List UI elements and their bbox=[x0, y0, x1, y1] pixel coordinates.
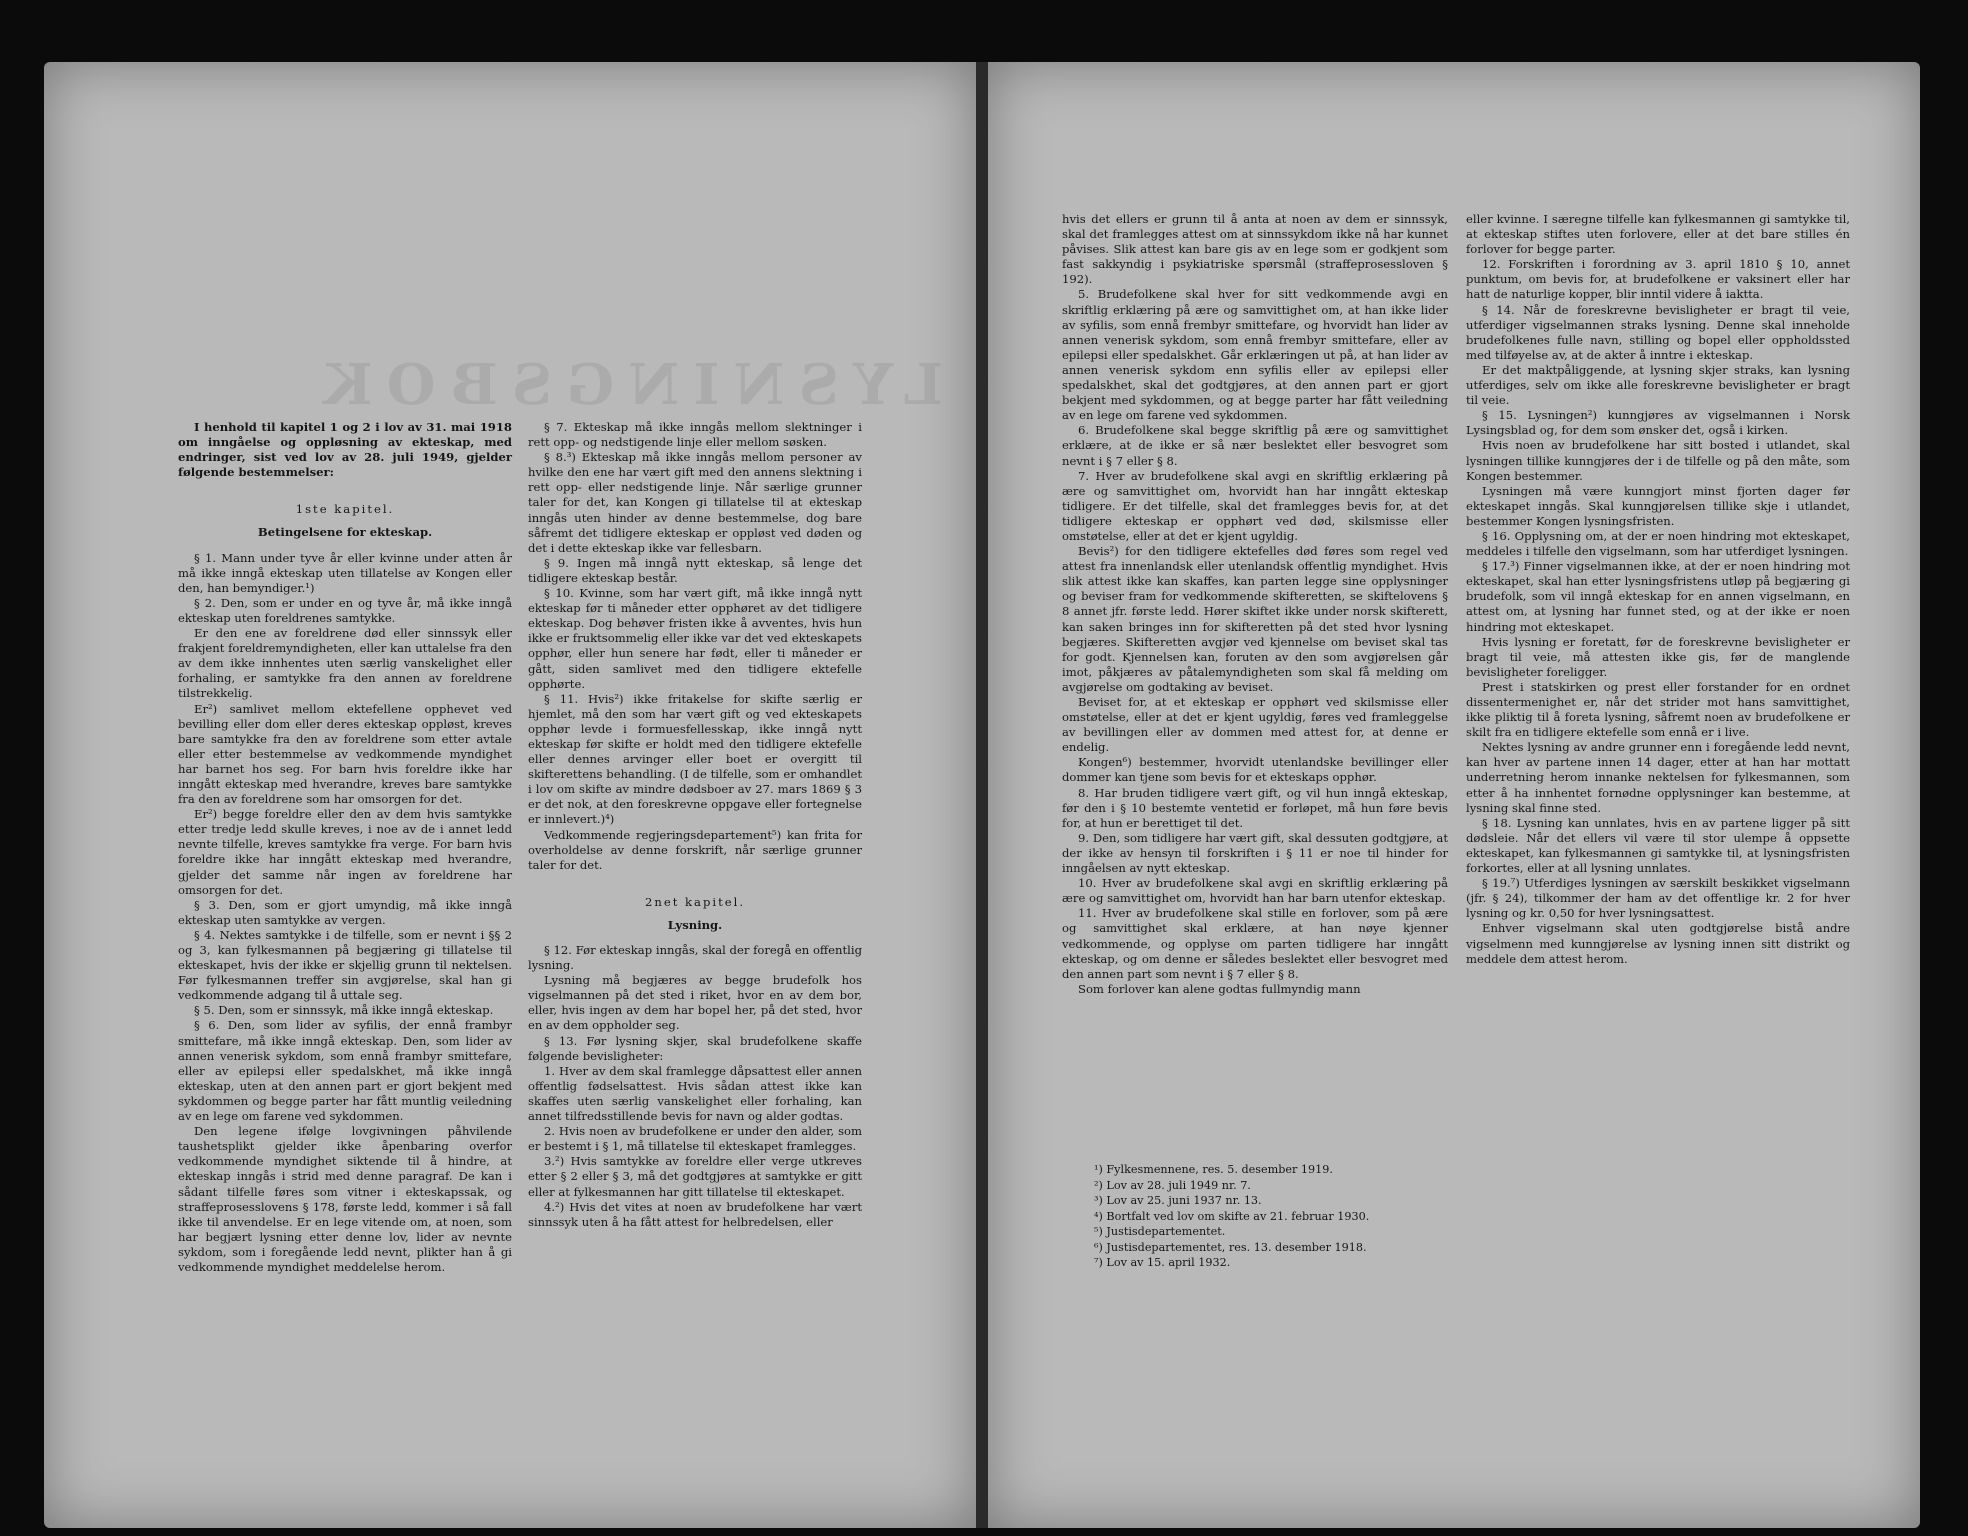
paragraph: § 19.⁷) Utferdiges lysningen av særskilt beskikket vigselmann (jfr. § 24), tilkommer der ham av det offentlige kr. 2 for hver lysning og kr. 0,50 for hver lysningsattest. bbox=[1466, 876, 1850, 921]
paragraph: 9. Den, som tidligere har vært gift, skal dessuten godtgjøre, at der ikke av hensyn til forskriften i § 11 er noe til hinder for inngåelsen av nytt ekteskap. bbox=[1062, 830, 1448, 876]
right-column-2 bbox=[1466, 212, 1850, 967]
chapter-title: Betingelsene for ekteskap. bbox=[257, 525, 433, 540]
paragraph: Den legene ifølge lovgivningen påhvilende taushetsplikt gjelder ikke åpenbaring overfor vedkommende myndighet siktende til å hindre, at ekteskap inngås i strid med denne paragraf. De kan i sådant tilfelle føres som vitner i ekteskapssak, og straffeprosesslovens § 178, første ledd, kommer i så fall ikke til anvendelse. Er en lege vitende om, at noen, som har begjært lysning etter denne lov, lider av nevnte sykdom, som i foregående ledd nevnt, plikter han å gi vedkommende myndighet meddelelse herom. bbox=[178, 1124, 512, 1274]
paragraph: § 7. Ekteskap må ikke inngås mellom slektninger i rett opp- og nedstigende linje eller mellom søsken. bbox=[528, 420, 862, 450]
paragraph: 5. Brudefolkene skal hver for sitt vedkommende avgi en skriftlig erklæring på ære og samvittighet om, at han ikke lider av syfilis, som ennå frembyr smittefare, og hvorvidt han lider av annen venerisk sykdom, som ennå frembyr smittefare, eller av epilepsi eller spedalskhet. Går erklæringen ut på, at han lider av annen venerisk sykdom enn syfilis eller av epilepsi eller spedalskhet, skal det godtgjøres, at den annen part er gjort bekjent med sykdommen, og at begge parter har fått veiledning av en lege om farene ved sykdommen. bbox=[1062, 287, 1448, 423]
paragraph: § 3. Den, som er gjort umyndig, må ikke inngå ekteskap uten samtykke av vergen. bbox=[178, 897, 512, 927]
paragraph: hvis det ellers er grunn til å anta at noen av dem er sinnssyk, skal det framlegges attest om at sinnssykdom ikke nå har kunnet påvises. Slik attest kan bare gis av en lege som er godkjent som fast sakkyndig i psykiatriske spørsmål (straffeprosessloven § 192). bbox=[1062, 212, 1448, 287]
paragraph: 7. Hver av brudefolkene skal avgi en skriftlig erklæring på ære og samvittighet om, hvorvidt han har inngått ekteskap tidligere. Er det tilfelle, skal det framlegges bevis for, at det tidligere ekteskap er opphørt ved død, skilsmisse eller omstøtelse, eller at det er kjent ugyldig. bbox=[1062, 468, 1448, 543]
chapter-title: Lysning. bbox=[667, 917, 723, 932]
paragraph: § 12. Før ekteskap inngås, skal der foregå en offentlig lysning. bbox=[528, 943, 862, 973]
paragraph: Prest i statskirken og prest eller forstander for en ordnet dissentermenighet er, når det strider mot hans samvittighet, ikke pliktig til å foreta lysning, såfremt noen av brudefolkene er skilt fra en tidligere ektefelle som ennå er i live. bbox=[1466, 679, 1850, 740]
chapter-heading: 1ste kapitel. bbox=[295, 502, 395, 517]
footnote: ³) Lov av 25. juni 1937 nr. 13. bbox=[1094, 1194, 1262, 1207]
paragraph: 8. Har bruden tidligere vært gift, og vil hun inngå ekteskap, før den i § 10 bestemte ventetid er forløpet, må hun føre bevis for, at hun er berettiget til det. bbox=[1062, 785, 1448, 830]
paragraph: 12. Forskriften i forordning av 3. april 1810 § 10, annet punktum, om bevis for, at brudefolkene er vaksinert eller har hatt de naturlige kopper, blir inntil videre å iaktta. bbox=[1466, 257, 1850, 302]
paragraph: § 15. Lysningen²) kunngjøres av vigselmannen i Norsk Lysingsblad og, for dem som ønsker det, også i kirken. bbox=[1466, 408, 1850, 438]
paragraph: Er²) samlivet mellom ektefellene opphevet ved bevilling eller dom eller deres ekteskap oppløst, kreves bare samtykke fra den av foreldrene som etter avtale eller etter bestemmelse av vedkommende myndighet har barnet hos seg. For barn hvis foreldre ikke har inngått ekteskap med hverandre, kreves bare samtykke fra den av foreldrene som har omsorgen for det. bbox=[178, 701, 512, 807]
paragraph: § 4. Nektes samtykke i de tilfelle, som er nevnt i §§ 2 og 3, kan fylkesmannen på begjæring gi tillatelse til ekteskapet, hvis der ikke er skjellig grunn til nektelsen. Før fylkesmannen treffer sin avgjørelse, skal han gi vedkommende adgang til å uttale seg. bbox=[178, 927, 512, 1003]
paragraph: 4.²) Hvis det vites at noen av brudefolkene har vært sinnssyk uten å ha fått attest for helbredelsen, eller bbox=[528, 1199, 862, 1229]
paragraph: § 18. Lysning kan unnlates, hvis en av partene ligger på sitt dødsleie. Når det ellers vil være til stor ulempe å oppsette ekteskapet, kan fylkesmannen gi samtykke til, at lysningsfristen forkortes, eller at all lysning unnlates. bbox=[1466, 815, 1850, 876]
paragraph: Enhver vigselmann skal uten godtgjørelse bistå andre vigselmenn med kunngjørelse av lysning innen sitt distrikt og meddele dem attest herom. bbox=[1466, 921, 1850, 966]
paragraph: eller kvinne. I særegne tilfelle kan fylkesmannen gi samtykke til, at ekteskap stiftes uten forlovere, eller at det bare stilles én forlover for begge parter. bbox=[1466, 212, 1850, 257]
left-column-2 bbox=[528, 420, 862, 1230]
paragraph: Hvis noen av brudefolkene har sitt bosted i utlandet, skal lysningen tillike kunngjøres der i de tilfelle og på den måte, som Kongen bestemmer. bbox=[1466, 438, 1850, 483]
right-column-1 bbox=[1062, 212, 1448, 997]
left-column-1 bbox=[178, 420, 512, 1275]
footnote: ⁴) Bortfalt ved lov om skifte av 21. februar 1930. bbox=[1094, 1209, 1370, 1223]
footnotes bbox=[1094, 1162, 1454, 1271]
paragraph: 11. Hver av brudefolkene skal stille en forlover, som på ære og samvittighet skal erklære, at han nøye kjenner vedkommende, og opplyse om parten tidligere har inngått ekteskap, og om denne er således beslektet eller besvogret med den annen part som nevnt i § 7 eller § 8. bbox=[1062, 906, 1448, 981]
paragraph: Kongen⁶) bestemmer, hvorvidt utenlandske bevillinger eller dommer kan tjene som bevis for et ekteskaps opphør. bbox=[1062, 755, 1448, 785]
paragraph: Hvis lysning er foretatt, før de foreskrevne bevisligheter er bragt til veie, må attesten ikke gis, før de manglende bevisligheter foreligger. bbox=[1466, 634, 1850, 679]
paragraph: § 5. Den, som er sinnssyk, må ikke inngå ekteskap. bbox=[194, 1003, 494, 1018]
paragraph: Lysning må begjæres av begge brudefolk hos vigselmannen på det sted i riket, hvor en av dem bor, eller, hvis ingen av dem har bopel her, på det sted, hvor en av dem oppholder seg. bbox=[528, 973, 862, 1033]
paragraph: 3.²) Hvis samtykke av foreldre eller verge utkreves etter § 2 eller § 3, må det godtgjøres at samtykke er gitt eller at fylkesmannen har gitt tillatelse til ekteskapet. bbox=[528, 1154, 862, 1199]
paragraph: § 14. Når de foreskrevne bevisligheter er bragt til veie, utferdiger vigselmannen straks lysning. Denne skal inneholde brudefolkenes fulle navn, stilling og bopel eller oppholdssted med tilføyelse av, at de akter å inntre i ekteskap. bbox=[1466, 302, 1850, 362]
paragraph: § 10. Kvinne, som har vært gift, må ikke inngå nytt ekteskap før ti måneder etter opphøret av det tidligere ekteskap. Dog behøver fristen ikke å avventes, hvis hun ikke er fruktsommelig eller ikke var det ved ekteskapets opphør, eller hun senere har født, eller ti måneder er gått, siden samlivet med den tidligere ektefelle opphørte. bbox=[528, 586, 862, 691]
paragraph: 6. Brudefolkene skal begge skriftlig på ære og samvittighet erklære, at de ikke er så nær beslektet eller besvogret som nevnt i § 7 eller § 8. bbox=[1062, 423, 1448, 468]
paragraph: § 1. Mann under tyve år eller kvinne under atten år må ikke inngå ekteskap uten tillatelse av Kongen eller den, han bemyndiger.¹) bbox=[178, 550, 512, 595]
paragraph: § 8.³) Ekteskap må ikke inngås mellom personer av hvilke den ene har vært gift med den annens slektning i rett opp- eller nedstigende linje. Når særlige grunner taler for det, kan Kongen gi tillatelse til at ekteskap inngås uten hinder av denne bestemmelse, dog bare såfremt det tidligere ekteskap er oppløst ved døden og det i dette ekteskap ikke var fellesbarn. bbox=[528, 450, 862, 555]
paragraph: Nektes lysning av andre grunner enn i foregående ledd nevnt, kan hver av partene innen 14 dager, etter at han har mottatt underretning herom innanke nektelsen for fylkesmannen, som etter å ha innhentet fornødne opplysninger kan bestemme, at lysning skal finne sted. bbox=[1466, 740, 1850, 815]
paragraph: § 2. Den, som er under en og tyve år, må ikke inngå ekteskap uten foreldrenes samtykke. bbox=[178, 595, 512, 625]
paragraph: § 11. Hvis²) ikke fritakelse for skifte særlig er hjemlet, må den som har vært gift og ved ekteskapets opphør levde i formuesfellesskap, ikke inngå nytt ekteskap før skifte er holdt med den tidligere ektefelle eller dennes arvinger eller boet er overgitt til skifterettens behandling. (I de tilfelle, som er omhandlet i lov om skifte av mindre dødsboer av 27. mars 1869 § 3 er det nok, at den foreskrevne oppgave eller fortegnelse er innlevert.)⁴) bbox=[528, 691, 862, 827]
paragraph: 10. Hver av brudefolkene skal avgi en skriftlig erklæring på ære og samvittighet om, hvorvidt han har barn utenfor ekteskap. bbox=[1062, 876, 1448, 906]
footnote: ⁷) Lov av 15. april 1932. bbox=[1094, 1256, 1231, 1269]
paragraph: 2. Hvis noen av brudefolkene er under den alder, som er bestemt i § 1, må tillatelse til ekteskapet framlegges. bbox=[528, 1124, 862, 1154]
footnote: ¹) Fylkesmennene, res. 5. desember 1919. bbox=[1094, 1163, 1333, 1176]
paragraph: § 13. Før lysning skjer, skal brudefolkene skaffe følgende bevisligheter: bbox=[528, 1033, 862, 1063]
paragraph: Er²) begge foreldre eller den av dem hvis samtykke etter tredje ledd skulle kreves, i noe av de i annet ledd nevnte tilfelle, kreves samtykke fra verge. For barn hvis foreldre ikke har inngått ekteskap med hverandre, gjelder det samme når ingen av foreldrene har omsorgen for det. bbox=[178, 807, 512, 897]
paragraph: Lysningen må være kunngjort minst fjorten dager før ekteskapet inngås. Skal kunngjørelsen tillike skje i utlandet, bestemmer Kongen lysningsfristen. bbox=[1466, 483, 1850, 528]
footnote: ⁵) Justisdepartementet. bbox=[1094, 1225, 1226, 1238]
paragraph: § 16. Opplysning om, at der er noen hindring mot ekteskapet, meddeles i tilfelle den vigselmann, som har utferdiget lysningen. bbox=[1466, 528, 1850, 559]
paragraph: Som forlover kan alene godtas fullmyndig mann bbox=[1078, 981, 1361, 996]
paragraph: Bevis²) for den tidligere ektefelles død føres som regel ved attest fra innenlandsk eller utenlandsk offentlig myndighet. Hvis slik attest ikke kan skaffes, kan parten legge sine opplysninger og beviser fram for vedkommende skifteretten, se skiftelovens § 8 annet jfr. første ledd. Hører skiftet ikke under norsk skifterett, kan saken bringes inn for skifteretten på det sted hvor lysning begjæres. Skifteretten avgjør ved kjennelse om beviset skal tas for godt. Kjennelsen kan, foruten av den som avgjørelsen går imot, påkjæres av påtalemyndigheten som skal få melding om avgjørelse om godtaking av beviset. bbox=[1062, 544, 1448, 694]
paragraph: 1. Hver av dem skal framlegge dåpsattest eller annen offentlig fødselsattest. Hvis sådan attest ikke kan skaffes uten særlig vanskelighet eller forhaling, kan annet tilfredsstillende bevis for navn og alder godtas. bbox=[528, 1063, 862, 1124]
paragraph: Er det maktpåliggende, at lysning skjer straks, kan lysning utferdiges, selv om ikke alle foreskrevne bevisligheter er bragt til veie. bbox=[1466, 362, 1850, 408]
paragraph: Er den ene av foreldrene død eller sinnssyk eller frakjent foreldremyndigheten, eller kan uttalelse fra den av dem ikke innhentes uten særlig vanskelighet eller forhaling, er samtykke fra den annen av foreldrene tilstrekkelig. bbox=[178, 626, 512, 701]
paragraph: § 6. Den, som lider av syfilis, der ennå frambyr smittefare, må ikke inngå ekteskap. Den, som lider av annen venerisk sykdom, som ennå frambyr smittefare, eller av epilepsi eller spedalskhet, må ikke inngå ekteskap, uten at den annen part er gjort bekjent med sykdommen og begge parter har fått muntlig veiledning av en lege om farene ved sykdommen. bbox=[178, 1018, 512, 1124]
intro-paragraph: I henhold til kapitel 1 og 2 i lov av 31. mai 1918 om inngåelse og oppløsning av ekteskap, med endringer, sist ved lov av 28. juli 1949, gjelder følgende bestemmelser: bbox=[178, 420, 512, 480]
paragraph: Vedkommende regjeringsdepartement⁵) kan frita for overholdelse av denne forskrift, når særlige grunner taler for det. bbox=[528, 827, 862, 872]
footnote: ⁶) Justisdepartementet, res. 13. desember 1918. bbox=[1094, 1240, 1367, 1254]
book-gutter bbox=[976, 62, 988, 1528]
chapter-heading: 2net kapitel. bbox=[644, 894, 746, 909]
paragraph: Beviset for, at et ekteskap er opphørt ved skilsmisse eller omstøtelse, eller at det er kjent ugyldig, føres ved framleggelse av bevillingen eller av dommen med attest for, at denne er endelig. bbox=[1062, 695, 1448, 755]
paragraph: § 9. Ingen må inngå nytt ekteskap, så lenge det tidligere ekteskap består. bbox=[528, 555, 862, 585]
footnote: ²) Lov av 28. juli 1949 nr. 7. bbox=[1094, 1178, 1251, 1192]
paragraph: § 17.³) Finner vigselmannen ikke, at der er noen hindring mot ekteskapet, skal han etter lysningsfristens utløp på begjæring gi brudefolk, som vil inngå ekteskap for en annen vigselmann, en attest om, at lysning har funnet sted, og at der ikke er noen hindring mot ekteskapet. bbox=[1466, 559, 1850, 634]
